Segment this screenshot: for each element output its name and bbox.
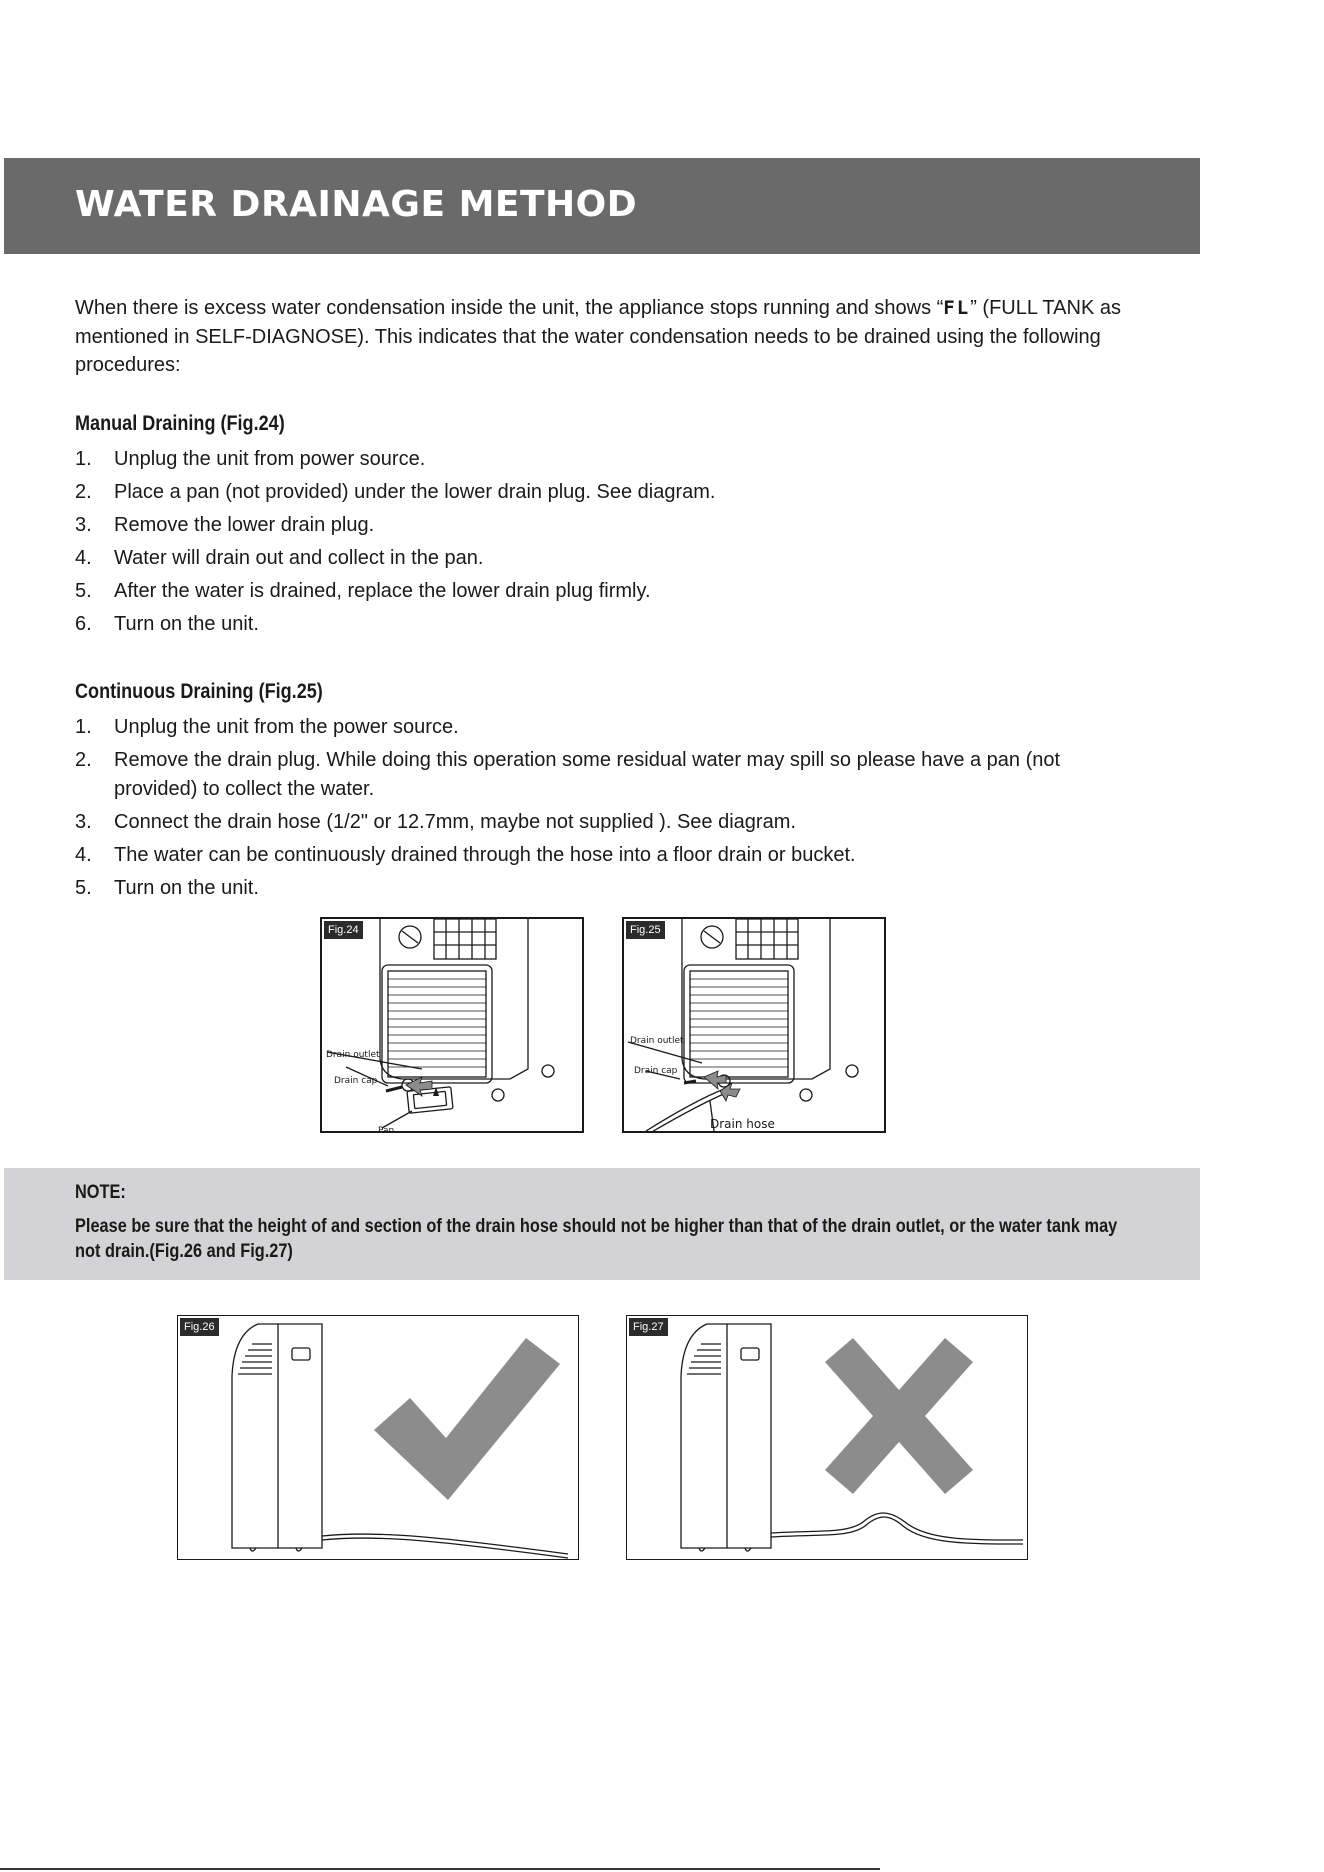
step-number: 1.: [75, 448, 92, 470]
figure-tag: Fig.27: [629, 1318, 668, 1336]
step-number: 5.: [75, 580, 92, 602]
drain-outlet-label: Drain outlet: [630, 1036, 684, 1046]
step-number: 6.: [75, 613, 92, 635]
note-body: Please be sure that the height of and section of the drain hose should not be higher than that of the drain outlet, or the water tank may not drain.(Fig.26 and Fig.27): [75, 1216, 1118, 1262]
step-number: 2.: [75, 481, 92, 503]
footer-rule: [0, 1868, 880, 1870]
figure-24-manual-draining: [320, 917, 584, 1133]
list-item: [75, 808, 1135, 837]
manual-draining-heading: Manual Draining (Fig.24): [75, 412, 285, 435]
intro-text-after: ” (FULL TANK as mentioned in SELF-DIAGNOSE). This indicates that the water condensation needs to be drained using the following procedures:: [75, 297, 1121, 376]
continuous-draining-heading: Continuous Draining (Fig.25): [75, 680, 323, 703]
step-text: Turn on the unit.: [114, 876, 259, 899]
step-text: Turn on the unit.: [114, 613, 259, 635]
intro-paragraph: [75, 294, 1135, 380]
step-number: 2.: [75, 749, 92, 771]
note-title: NOTE:: [75, 1182, 126, 1203]
figure-tag: Fig.26: [180, 1318, 219, 1336]
list-item: [75, 841, 1135, 870]
figure-tag: Fig.24: [324, 921, 363, 939]
step-text: After the water is drained, replace the lower drain plug firmly.: [114, 580, 651, 602]
drain-hose-label: Drain hose: [710, 1117, 775, 1131]
step-text: Remove the drain plug. While doing this operation some residual water may spill so please have a pan (not provided) to collect the water.: [114, 749, 1061, 800]
step-number: 3.: [75, 514, 92, 536]
list-item: [75, 746, 1135, 803]
figure-27-wrong-hose: [626, 1315, 1028, 1560]
drain-outlet-label: Drain outlet: [326, 1050, 380, 1060]
step-text: Connect the drain hose (1/2" or 12.7mm, maybe not supplied ). See diagram.: [114, 810, 796, 833]
note-band: [4, 1168, 1200, 1280]
list-item: [75, 874, 1135, 903]
figure-26-correct-hose: [177, 1315, 579, 1560]
list-item: [75, 544, 1135, 573]
step-text: Remove the lower drain plug.: [114, 514, 375, 536]
step-number: 1.: [75, 716, 92, 738]
figure-tag: Fig.25: [626, 921, 665, 939]
step-number: 3.: [75, 810, 92, 833]
step-text: Place a pan (not provided) under the lower drain plug. See diagram.: [114, 481, 716, 503]
page-title: WATER DRAINAGE METHOD: [75, 184, 638, 225]
figure-25-continuous-draining: [622, 917, 886, 1133]
list-item: [75, 445, 1135, 474]
cross-mark-icon: [825, 1338, 973, 1494]
list-item: [75, 577, 1135, 606]
intro-text-before: When there is excess water condensation inside the unit, the appliance stops running and shows “: [75, 297, 944, 319]
full-tank-code: FL: [943, 297, 971, 319]
pan-label: Pan: [378, 1126, 395, 1135]
header-band: [4, 158, 1200, 254]
step-text: The water can be continuously drained through the hose into a floor drain or bucket.: [114, 843, 856, 866]
manual-draining-illustration: [322, 919, 584, 1133]
step-text: Unplug the unit from power source.: [114, 448, 426, 470]
list-item: [75, 713, 1135, 742]
check-mark-icon: [374, 1338, 560, 1500]
continuous-draining-steps: [75, 713, 1135, 907]
step-text: Unplug the unit from the power source.: [114, 716, 459, 738]
list-item: [75, 478, 1135, 507]
list-item: [75, 511, 1135, 540]
continuous-draining-illustration: [624, 919, 886, 1133]
step-number: 5.: [75, 876, 92, 899]
drain-cap-label: Drain cap: [634, 1066, 678, 1076]
wrong-hose-illustration: [627, 1316, 1028, 1560]
list-item: [75, 610, 1135, 639]
manual-draining-steps: [75, 445, 1135, 643]
correct-hose-illustration: [178, 1316, 579, 1560]
step-text: Water will drain out and collect in the pan.: [114, 547, 484, 569]
drain-cap-label: Drain cap: [334, 1076, 378, 1086]
step-number: 4.: [75, 843, 92, 866]
step-number: 4.: [75, 547, 92, 569]
